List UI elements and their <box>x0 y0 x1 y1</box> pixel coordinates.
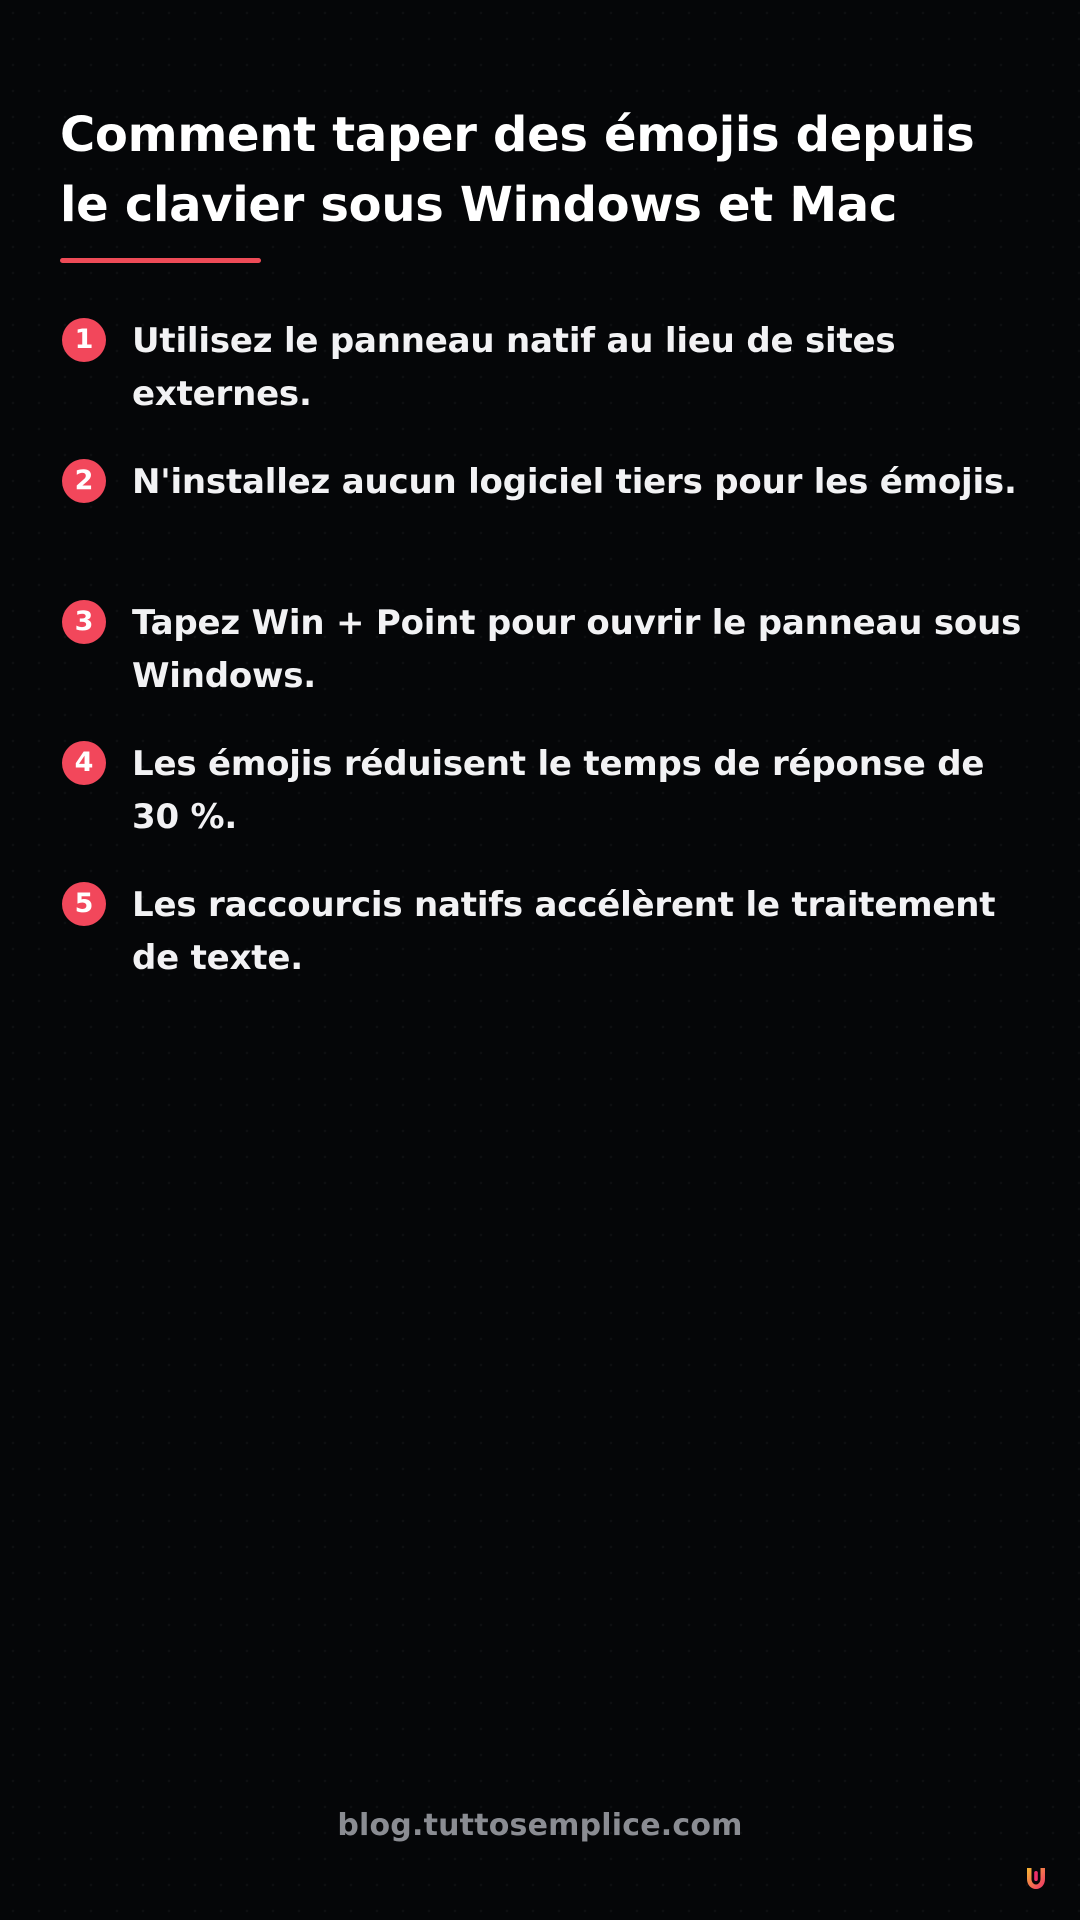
list-item <box>60 597 1030 738</box>
list-item <box>60 879 1030 1020</box>
list-item <box>60 315 1030 456</box>
tip-number-badge: 3 <box>62 600 106 644</box>
list-item <box>60 738 1030 879</box>
tip-number-badge: 1 <box>62 318 106 362</box>
title-underline <box>60 258 261 263</box>
tip-text: Utilisez le panneau natif au lieu de sites externes. <box>132 321 896 414</box>
tip-number-badge: 2 <box>62 459 106 503</box>
tip-text: Les raccourcis natifs accélèrent le traitement de texte. <box>132 885 996 978</box>
tip-number-badge: 4 <box>62 741 106 785</box>
tips-list <box>60 315 1030 1020</box>
list-item <box>60 456 1030 597</box>
tip-text: Tapez Win + Point pour ouvrir le panneau sous Windows. <box>132 603 1022 696</box>
brand-logo-icon <box>1022 1864 1050 1892</box>
page-title: Comment taper des émojis depuis le clavier sous Windows et Mac <box>60 107 975 233</box>
footer-url: blog.tuttosemplice.com <box>337 1808 743 1843</box>
tip-text: Les émojis réduisent le temps de réponse de 30 %. <box>132 744 985 837</box>
tip-number-badge: 5 <box>62 882 106 926</box>
tip-text: N'installez aucun logiciel tiers pour les émojis. <box>132 462 1017 502</box>
